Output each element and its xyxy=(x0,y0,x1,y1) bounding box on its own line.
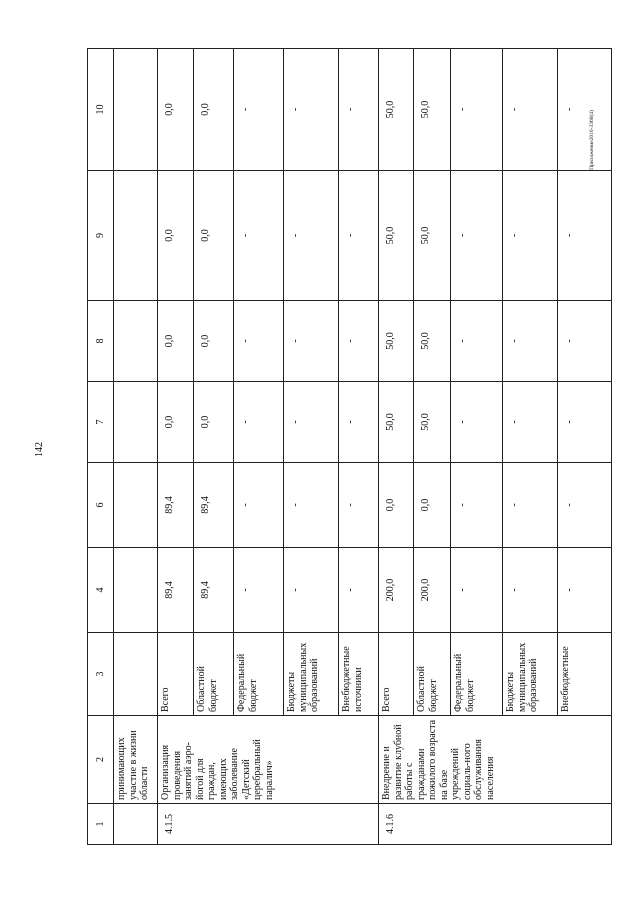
funding-source: Бюджеты муниципальных образований xyxy=(503,633,558,716)
amount-cell: - xyxy=(234,301,284,382)
amount-cell: - xyxy=(451,49,503,171)
amount-cell: 50,0 xyxy=(414,301,451,382)
amount-cell: - xyxy=(339,49,379,171)
amount-cell: - xyxy=(234,548,284,633)
amount-cell: 89,4 xyxy=(158,463,194,548)
continued-row xyxy=(114,49,158,845)
amount-cell: 50,0 xyxy=(414,49,451,171)
amount-cell: - xyxy=(339,382,379,463)
amount-cell: 50,0 xyxy=(379,49,414,171)
amount-cell: - xyxy=(284,382,339,463)
section-number: 4.1.5 xyxy=(158,804,379,845)
amount-cell: 200,0 xyxy=(414,548,451,633)
amount-cell: - xyxy=(503,49,558,171)
amount-cell: - xyxy=(503,301,558,382)
amount-cell: - xyxy=(558,49,612,171)
table-row xyxy=(379,49,414,845)
funding-source: Федеральный бюджет xyxy=(234,633,284,716)
amount-cell: - xyxy=(234,171,284,301)
amount-cell: - xyxy=(503,548,558,633)
amount-cell: 0,0 xyxy=(194,382,234,463)
amount-cell: - xyxy=(339,548,379,633)
amount-cell: - xyxy=(558,382,612,463)
amount-cell: 0,0 xyxy=(194,171,234,301)
amount-cell: - xyxy=(234,49,284,171)
budget-table xyxy=(87,48,612,845)
amount-cell: 0,0 xyxy=(379,463,414,548)
amount-cell: 0,0 xyxy=(158,301,194,382)
amount-cell: - xyxy=(451,548,503,633)
amount-cell: - xyxy=(339,301,379,382)
event-name: Организация проведения занятий аэро-йогой для граждан, имеющих заболевание «Детский церебральный паралич» xyxy=(158,716,379,804)
amount-cell: - xyxy=(503,382,558,463)
header-cell: 3 xyxy=(88,633,114,716)
amount-cell: - xyxy=(284,49,339,171)
header-cell: 6 xyxy=(88,463,114,548)
amount-cell: - xyxy=(558,463,612,548)
document-code: Приложение2016-3360(4) xyxy=(589,110,595,170)
amount-cell: 50,0 xyxy=(414,382,451,463)
amount-cell: - xyxy=(451,171,503,301)
amount-cell: 200,0 xyxy=(379,548,414,633)
amount-cell: - xyxy=(284,301,339,382)
header-cell: 8 xyxy=(88,301,114,382)
amount-cell: 0,0 xyxy=(194,301,234,382)
funding-source: Федеральный бюджет xyxy=(451,633,503,716)
amount-cell: - xyxy=(451,301,503,382)
event-name: принимающих участие в жизни области xyxy=(114,716,158,804)
amount-cell: - xyxy=(558,301,612,382)
table-row xyxy=(158,49,194,845)
amount-cell: - xyxy=(339,463,379,548)
header-cell: 4 xyxy=(88,548,114,633)
amount-cell: 0,0 xyxy=(194,49,234,171)
header-cell: 9 xyxy=(88,171,114,301)
amount-cell: - xyxy=(558,171,612,301)
amount-cell: 0,0 xyxy=(158,382,194,463)
section-number: 4.1.6 xyxy=(379,804,612,845)
funding-source: Бюджеты муниципальных образований xyxy=(284,633,339,716)
amount-cell: - xyxy=(451,382,503,463)
amount-cell: - xyxy=(234,382,284,463)
event-name: Внедрение и развитие клубной работы с гражданами пожилого возраста на базе учреждений социаль-ного обслуживания населения xyxy=(379,716,612,804)
amount-cell: - xyxy=(234,463,284,548)
amount-cell: - xyxy=(503,171,558,301)
budget-table-container xyxy=(87,49,575,845)
funding-source: Внебюджетные xyxy=(558,633,612,716)
amount-cell: 50,0 xyxy=(379,301,414,382)
funding-source: Всего xyxy=(379,633,414,716)
amount-cell: 50,0 xyxy=(414,171,451,301)
amount-cell: 89,4 xyxy=(158,548,194,633)
funding-source: Областной бюджет xyxy=(414,633,451,716)
amount-cell: - xyxy=(558,548,612,633)
amount-cell: - xyxy=(503,463,558,548)
amount-cell: 89,4 xyxy=(194,548,234,633)
amount-cell: 0,0 xyxy=(158,49,194,171)
amount-cell: - xyxy=(284,463,339,548)
amount-cell: 89,4 xyxy=(194,463,234,548)
funding-source: Областной бюджет xyxy=(194,633,234,716)
amount-cell: - xyxy=(451,463,503,548)
header-cell: 7 xyxy=(88,382,114,463)
header-cell: 2 xyxy=(88,716,114,804)
header-cell: 1 xyxy=(88,804,114,845)
header-row xyxy=(88,49,114,845)
funding-source: Внебюджетные источники xyxy=(339,633,379,716)
amount-cell: - xyxy=(284,548,339,633)
header-cell: 10 xyxy=(88,49,114,171)
amount-cell: - xyxy=(284,171,339,301)
page-number: 142 xyxy=(34,442,45,457)
funding-source: Всего xyxy=(158,633,194,716)
amount-cell: 0,0 xyxy=(414,463,451,548)
amount-cell: 50,0 xyxy=(379,382,414,463)
amount-cell: 0,0 xyxy=(158,171,194,301)
amount-cell: 50,0 xyxy=(379,171,414,301)
amount-cell: - xyxy=(339,171,379,301)
